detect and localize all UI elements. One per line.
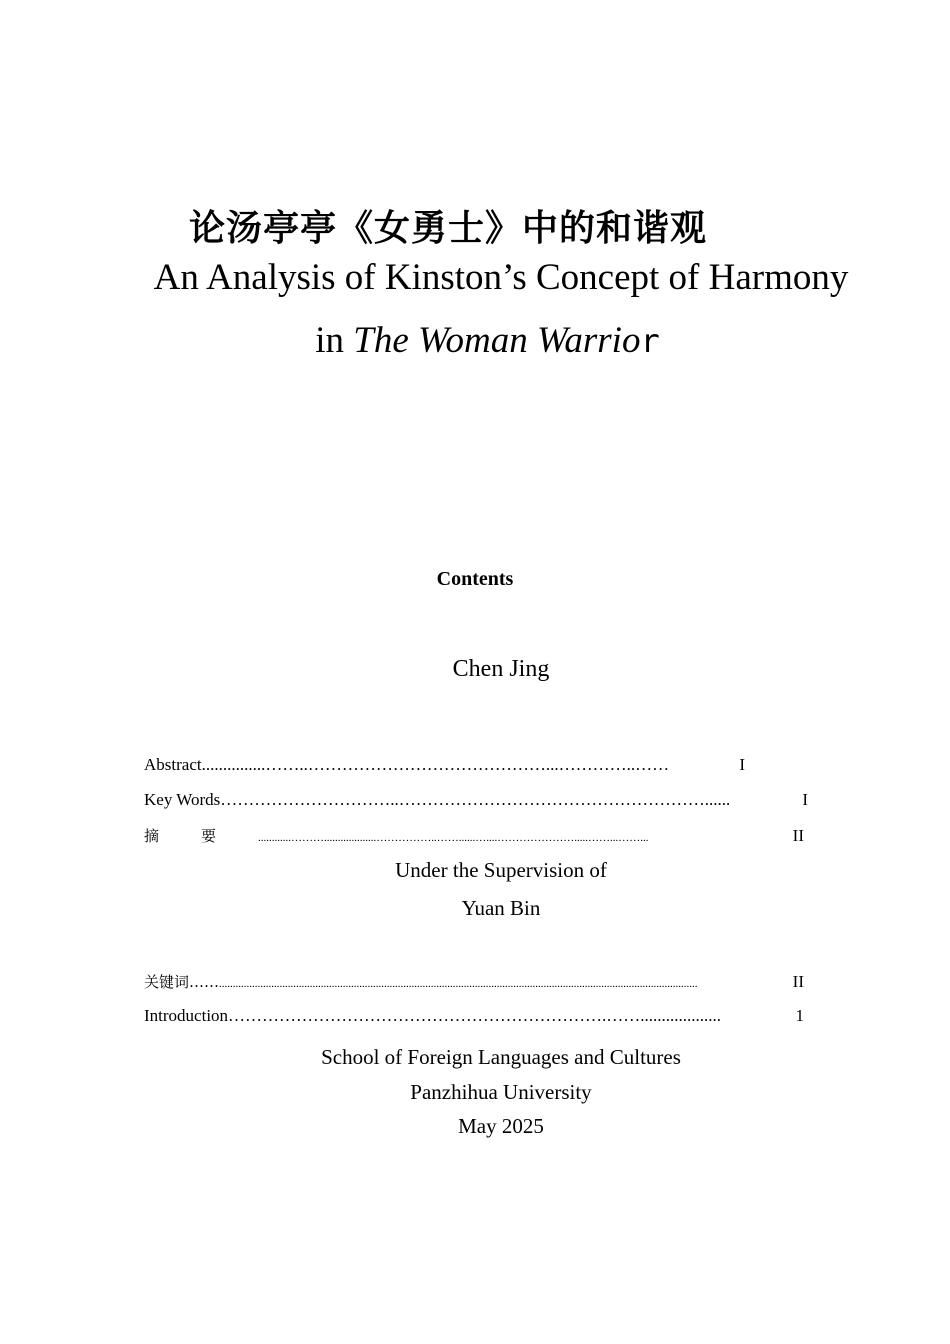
submission-date: May 2025 [458, 1114, 544, 1138]
english-title-prefix: in [315, 320, 354, 361]
toc-page-number: I [802, 790, 808, 809]
toc-leader: .............................................................................................................................................................................. [219, 978, 698, 990]
chinese-title-text: 论汤亭亭《女勇士》中的和谐观 [188, 208, 707, 249]
toc-entry-key-words[interactable] [144, 790, 808, 814]
university-name: Panzhihua University [410, 1080, 592, 1104]
contents-heading: Contents [436, 568, 514, 590]
toc-label: 关键词…… [144, 973, 220, 991]
toc-label: Abstract [144, 755, 202, 774]
toc-entry-guanjianci[interactable] [144, 971, 804, 995]
toc-leader: ............………...................……………..……......…....………………….....……...……... [258, 832, 649, 844]
english-title-line-2 [0, 319, 950, 362]
toc-page-number: I [739, 755, 745, 774]
toc-label-part-1: 摘 [144, 827, 160, 845]
author-name: Chen Jing [452, 656, 550, 682]
english-title-tail: r [640, 322, 660, 360]
toc-leader: ………………………………………………………….……................... [228, 1006, 722, 1025]
toc-label: Introduction [144, 1006, 229, 1025]
toc-entry-abstract[interactable] [144, 755, 745, 779]
english-title-line-1: An Analysis of Kinston’s Concept of Harmony [153, 257, 849, 298]
toc-page-number: II [792, 972, 804, 991]
toc-entry-introduction[interactable] [144, 1006, 804, 1030]
toc-label [144, 825, 258, 846]
school-name: School of Foreign Languages and Cultures [321, 1045, 681, 1069]
supervisor-name: Yuan Bin [461, 896, 541, 920]
toc-label: Key Words [144, 790, 221, 809]
english-title-italic: The Woman Warrio [353, 320, 641, 361]
toc-leader: …………………………..………………………………………………...... [220, 790, 731, 809]
toc-page-number: II [792, 826, 804, 845]
toc-page-number: 1 [795, 1006, 804, 1025]
supervision-line: Under the Supervision of [395, 858, 607, 882]
toc-entry-zhaiyao[interactable] [144, 825, 804, 849]
toc-leader: ...............……..……………………………………...…………..…… [201, 755, 670, 774]
chinese-title [0, 200, 950, 251]
toc-label-part-2: 要 [201, 827, 217, 845]
